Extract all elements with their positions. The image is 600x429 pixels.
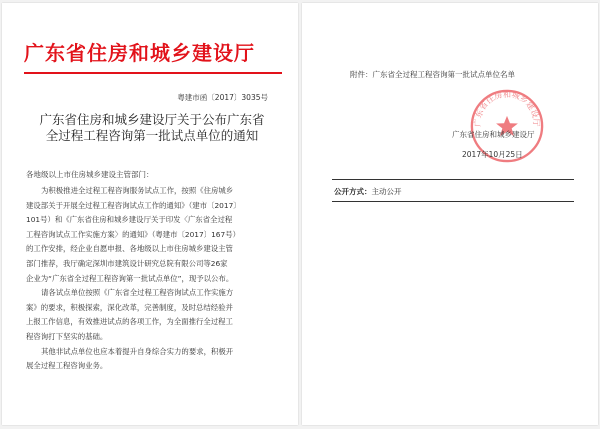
salutation: 各地级以上市住房城乡建设主管部门： bbox=[26, 170, 154, 179]
signature-organization: 广东省住房和城乡建设厅 bbox=[452, 130, 535, 139]
body-line: 建设部关于开展全过程工程咨询试点工作的通知》（建市〔2017〕 bbox=[26, 200, 241, 210]
body-line: 程咨询打下坚实的基础。 bbox=[26, 331, 108, 341]
disclosure-label: 公开方式： bbox=[334, 187, 372, 196]
body-line: 其他非试点单位也应本着提升自身综合实力的要求，积极开 bbox=[41, 346, 234, 356]
document-page-1 bbox=[2, 3, 298, 425]
document-number: 粤建市函〔2017〕3035号 bbox=[177, 93, 268, 102]
svg-text:广东省住房和城乡建设厅: 广东省住房和城乡建设厅 bbox=[472, 88, 542, 127]
body-line: 展全过程工程咨询业务。 bbox=[26, 361, 108, 371]
title-line-2: 全过程工程咨询第一批试点单位的通知 bbox=[45, 128, 259, 143]
body-line: 企业为“广东省全过程工程咨询第一批试点单位”，现予以公布。 bbox=[26, 273, 234, 283]
body-line: 上报工作信息，有效推进试点的各项工作，为全面推行全过程工 bbox=[26, 317, 233, 327]
document-title bbox=[24, 112, 280, 144]
attachment-line: 附件：广东省全过程工程咨询第一批试点单位名单 bbox=[350, 70, 515, 79]
body-line: 的工作安排，经企业自愿申报、各地级以上市住房城乡建设主管 bbox=[26, 244, 233, 254]
disclosure-value: 主动公开 bbox=[371, 187, 402, 196]
letterhead-title: 广东省住房和城乡建设厅 bbox=[24, 41, 255, 65]
document-page-2 bbox=[302, 3, 598, 425]
title-line-1: 广东省住房和城乡建设厅关于公布广东省 bbox=[39, 112, 265, 127]
body-line: 为积极推进全过程工程咨询服务试点工作，按照《住房城乡 bbox=[41, 186, 234, 195]
body-line: 案》的要求，积极探索，深化改革，完善制度，及时总结经验并 bbox=[26, 302, 233, 312]
body-line: 101号）和《广东省住房和城乡建设厅关于印发〈广东省全过程 bbox=[26, 215, 233, 225]
divider-bottom bbox=[332, 201, 574, 202]
signature-date: 2017年10月25日 bbox=[462, 150, 523, 159]
disclosure-line bbox=[334, 186, 402, 197]
body-line: 请各试点单位按照《广东省全过程工程咨询试点工作实施方 bbox=[41, 288, 234, 298]
body-text bbox=[26, 184, 278, 374]
letterhead-red-line bbox=[24, 72, 282, 74]
divider-top bbox=[332, 179, 574, 180]
body-line: 部门推荐，我厅确定深圳市建筑设计研究总院有限公司等26家 bbox=[26, 258, 228, 268]
body-line: 工程咨询试点工作实施方案〉的通知》（粤建市〔2017〕167号） bbox=[26, 229, 240, 239]
